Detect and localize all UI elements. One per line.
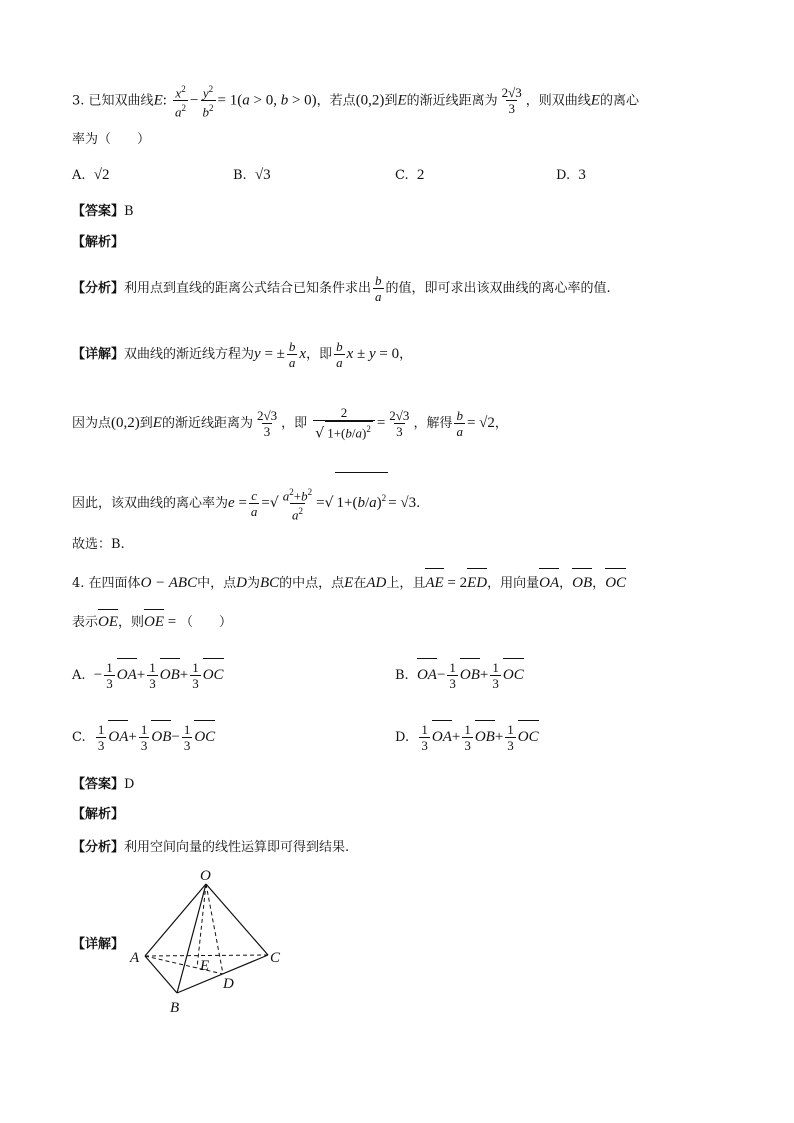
q3-stem-line2: 率为（ ） xyxy=(72,132,151,147)
edge-AC xyxy=(145,955,268,956)
q4-option-b: B. OA− $\frac{1}{3}$ OB+ $\frac{1}{3}$ OC xyxy=(395,660,524,691)
q3-xiangjie-2: 因为点(0,2)到E的渐近线距离为 $\frac{2√3}{3}$ ，即 $\frac{2}{√ 1+(b/a)^2}$ = $\frac{2√3}{3}$ ，解得 $\frac{b}{a}$ = √2， xyxy=(72,405,508,442)
q4-option-d: D. $\frac{1}{3}$ OA+ $\frac{1}{3}$ OB+ $\frac{1}{3}$ OC xyxy=(395,722,539,753)
q3-distance-formula: $\frac{2}{√ 1+(b/a)^2}$ xyxy=(313,405,375,441)
q4-option-c: C. $\frac{1}{3}$ OA+ $\frac{1}{3}$ OB− $\frac{1}{3}$ OC xyxy=(72,722,216,753)
label-O: O xyxy=(200,868,211,884)
q3-stem-line1: 3. 已知双曲线E: $\frac{x^2}{a^2}$ − $\frac{y^2}{b^2}$ = 1(a > 0, b > 0)，若点(0,2)到E的渐近线距离为 $\frac{2√3}{3}$ ，则双曲线E的离心 xyxy=(72,84,639,120)
q4-jiexi: 【解析】 xyxy=(72,807,125,822)
q3-xiangjie-3: 因此，该双曲线的离心率为e = $\frac{c}{a}$ =√ $\frac{a^2+b^2}{a^2}$ =√ $1+(b/a)^2 = √3$. xyxy=(72,472,420,529)
q3-xiangjie-1: 【详解】双曲线的渐近线方程为y = ± $\frac{b}{a}$ x，即 $\frac{b}{a}$ x ± y = 0， xyxy=(72,339,413,370)
q3-fenxi: 【分析】利用点到直线的距离公式结合已知条件求出 $\frac{b}{a}$ 的值，即可求出该双曲线的离心率的值. xyxy=(72,273,611,304)
q3-guxuan: 故选：B. xyxy=(72,537,125,552)
q3-option-a: A. √2 xyxy=(72,167,110,183)
q3-jiexi: 【解析】 xyxy=(72,235,125,250)
q3-option-b: B. √3 xyxy=(233,167,271,183)
q3-number: 3. xyxy=(72,93,85,109)
label-E: E xyxy=(200,958,210,974)
q3-frac-x2a2: $\frac{x^2}{a^2}$ xyxy=(175,84,187,120)
tetrahedron-figure xyxy=(120,866,295,1016)
q3-distance-frac: $\frac{2√3}{3}$ xyxy=(501,85,522,117)
q4-stem-line2: 表示OE，则OE = （ ） xyxy=(72,614,233,630)
label-B: B xyxy=(170,1000,180,1016)
edge-AB xyxy=(145,956,177,993)
q4-xiangjie-label: 【详解】 xyxy=(72,937,125,952)
q3-option-d: D. 3 xyxy=(556,167,586,183)
label-C: C xyxy=(270,950,281,966)
q4-fenxi: 【分析】利用空间向量的线性运算即可得到结果. xyxy=(72,840,350,855)
label-A: A xyxy=(130,950,140,966)
q4-option-a: A. − $\frac{1}{3}$ OA+ $\frac{1}{3}$ OB+ $\frac{1}{3}$ OC xyxy=(72,660,224,691)
q4-stem-line1: 4. 在四面体O − ABC中，点D为BC的中点，点E在AD上，且AE = 2ED，用向量OA，OB，OC xyxy=(72,571,626,596)
q3-answer: 【答案】B xyxy=(72,204,134,219)
label-D: D xyxy=(223,976,234,992)
q4-answer: 【答案】D xyxy=(72,777,135,792)
q3-option-c: C. 2 xyxy=(395,167,425,183)
edge-OC xyxy=(206,884,268,955)
